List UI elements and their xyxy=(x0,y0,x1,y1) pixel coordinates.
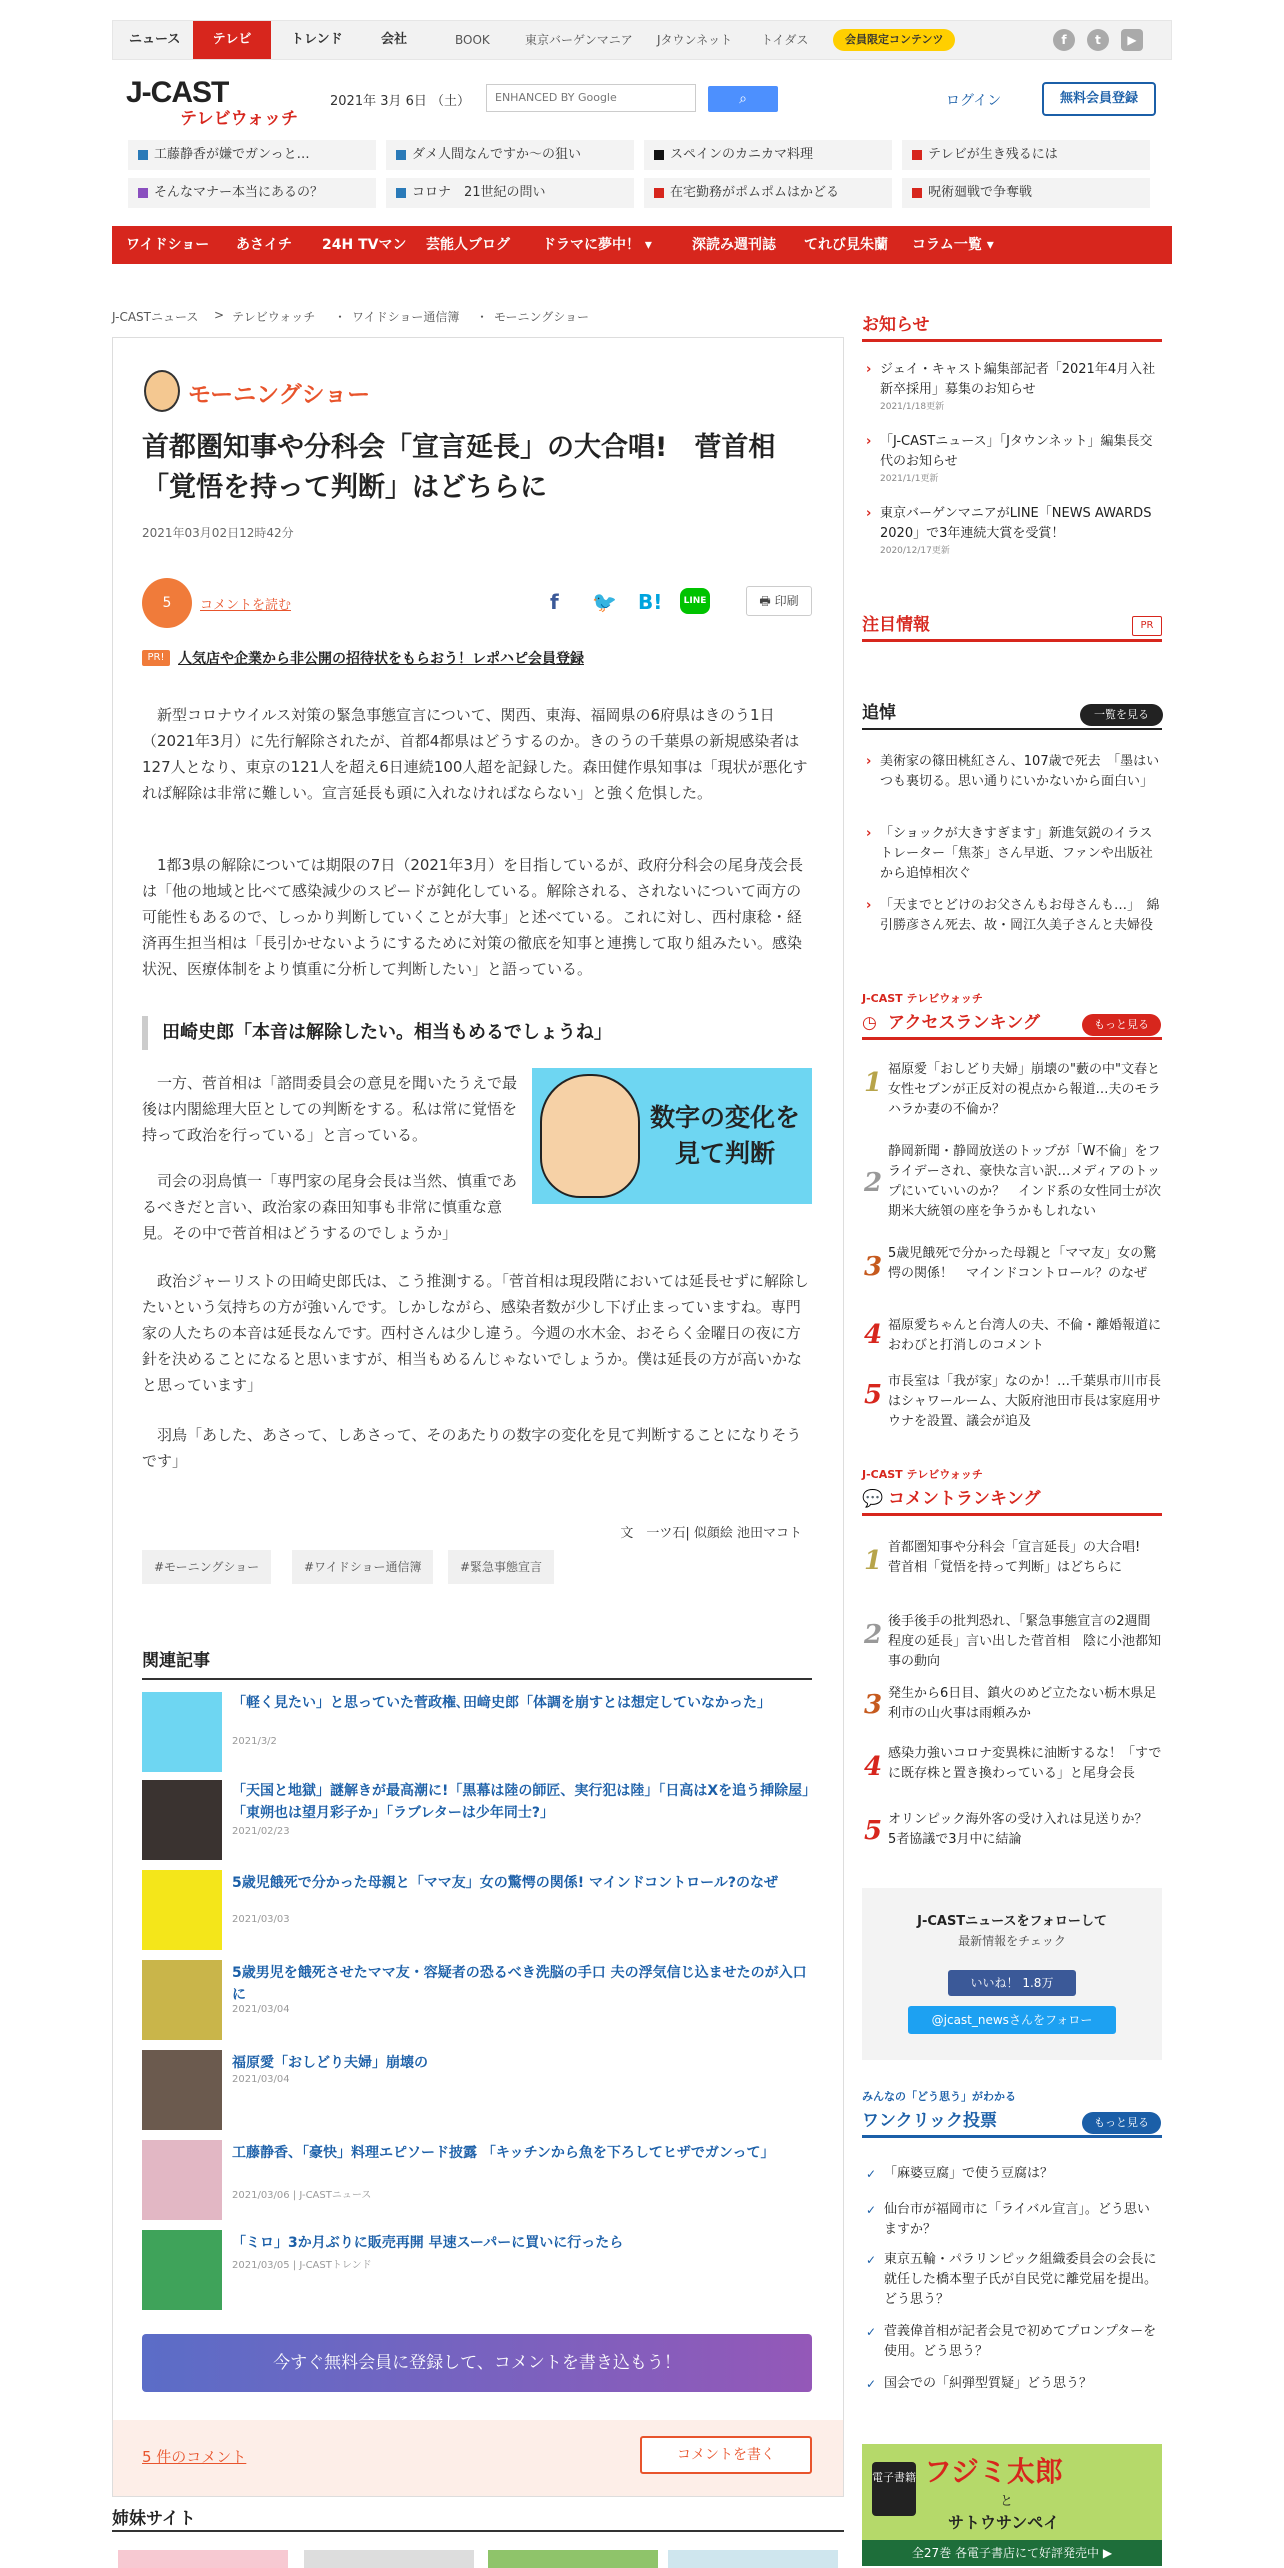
ranking-item[interactable]: 福原愛ちゃんと台湾人の夫、不倫・離婚報道におわびと打消しのコメント xyxy=(888,1318,1162,1353)
nav-book[interactable]: BOOK xyxy=(455,33,490,47)
category-marker xyxy=(396,188,406,198)
article-paragraph: 一方、菅首相は「諮問委員会の意見を聞いたうえで最後は内閣総理大臣としての判断をする。私は常に覚悟を持って政治を行っている」と言っている。 xyxy=(142,1074,518,1144)
related-date: 2021/03/04 xyxy=(232,2074,290,2085)
rank-number: 5 xyxy=(864,1380,883,1410)
caricature-face-icon xyxy=(540,1074,640,1198)
obituary-item[interactable]: › 「天までとどけのお父さんもお母さんも…」 綿引勝彦さん死去、故・岡江久美子さんと夫婦役 xyxy=(866,896,1162,936)
main-nav-item[interactable]: 芸能人ブログ xyxy=(426,237,510,253)
sister-site-thumbnail[interactable] xyxy=(304,2550,474,2568)
illustration-caption: 数字の変化を見て判断 xyxy=(649,1103,800,1168)
pickup-link[interactable]: そんなマナー本当にあるの？ xyxy=(128,178,376,208)
login-link[interactable]: ログイン xyxy=(946,93,1002,109)
banner-and: と xyxy=(1000,2494,1014,2509)
rank-number: 4 xyxy=(864,1752,883,1782)
sister-sites-heading: 姉妹サイト xyxy=(112,2504,844,2532)
nav-company[interactable]: 会社 xyxy=(381,32,408,47)
line-share-icon[interactable]: LINE xyxy=(680,588,710,614)
related-date: 2021/02/23 xyxy=(232,1826,290,1837)
speech-bubble-icon: 💬 xyxy=(862,1489,884,1509)
related-date: 2021/03/06 | J-CASTニュース xyxy=(232,2190,372,2201)
banner-author: サトウサンペイ xyxy=(948,2513,1060,2532)
related-thumbnail[interactable] xyxy=(142,2230,222,2310)
notice-item[interactable]: › 東京バーゲンマニアがLINE「NEWS AWARDS 2020」で3年連続大賞を受賞！ 2020/12/17更新 xyxy=(866,504,1162,558)
write-comment-button[interactable]: コメントを書く xyxy=(640,2436,812,2474)
related-title[interactable]: 5歳男児を餓死させたママ友・容疑者の恐るべき洗脳の手口 夫の浮気信じ込ませたのが入口に xyxy=(232,1965,807,2003)
nav-toidas[interactable]: トイダス xyxy=(761,33,809,47)
sister-site-thumbnail[interactable] xyxy=(668,2550,838,2568)
article-paragraph: 司会の羽鳥慎一「専門家の尾身会長は当然、慎重であるべきだと言い、政治家の森田知事も非常に慎重な意見。その中で菅首相はどうするのでしょうか」 xyxy=(142,1172,518,1242)
related-title[interactable]: 「天国と地獄」謎解きが最高潮に!「黒幕は陸の師匠、実行犯は陸」「日高はXを追う挿除屋」「東朔也は望月彩子か」「ラブレターは少年同士?」 xyxy=(232,1783,810,1821)
banner-footer: 全27巻 各電子書店にて好評発売中 ▶ xyxy=(862,2540,1162,2566)
ranking-item[interactable]: 感染力強いコロナ変異株に油断するな！「すでに既存株と置き換わっている」と尾身会長 xyxy=(888,1746,1162,1781)
breadcrumb-item[interactable]: J-CASTニュース xyxy=(112,310,199,324)
rank-number: 3 xyxy=(864,1690,883,1720)
ranking-item[interactable]: 市長室は「我が家」なのか！…千葉県市川市長はシャワールーム、大阪府池田市長は家庭用サウナを設置、議会が追及 xyxy=(888,1374,1162,1429)
article-credit: 文 一ツ石| 似顔絵 池田マコト xyxy=(620,1526,802,1541)
search-icon: ⌕ xyxy=(739,91,747,107)
logo-subtitle: テレビウォッチ xyxy=(180,109,298,129)
related-date: 2021/3/2 xyxy=(232,1736,277,1747)
main-nav-item[interactable]: ドラマに夢中！ ▾ xyxy=(542,237,652,253)
category-marker xyxy=(138,150,148,160)
related-date: 2021/03/04 xyxy=(232,2004,290,2015)
ranking-item[interactable]: 5歳児餓死で分かった母親と「ママ友」女の驚愕の関係！ マインドコントロール？のなぜ xyxy=(888,1246,1157,1281)
article-title: 首都圏知事や分科会「宣言延長」の大合唱! 菅首相「覚悟を持って判断」はどちらに xyxy=(142,432,776,503)
nav-tv[interactable]: テレビ xyxy=(193,21,271,59)
main-nav-item[interactable]: 深読み週刊誌 xyxy=(692,237,776,253)
ranking-item[interactable]: 発生から6日目、鎮火のめど立たない栃木県足利市の山火事は雨頼みか xyxy=(888,1686,1157,1721)
tag-link[interactable]: #ワイドショー通信簿 xyxy=(292,1550,433,1584)
notice-item[interactable]: › ジェイ・キャスト編集部記者「2021年4月入社新卒採用」募集のお知らせ 2021/1/18更新 xyxy=(866,360,1162,414)
twitter-share-icon[interactable]: 🐦 xyxy=(592,590,617,614)
category-marker xyxy=(138,188,148,198)
article-paragraph: 政治ジャーリストの田崎史郎氏は、こう推測する。「菅首相は現段階においては延長せずに解除したいという気持ちの方が強いんです。しかしながら、感染者数が少し下げ止まっていますね。専門家の人たちの本音は延長なんです。西村さんは少し違う。今週の水木金、おそらく金曜日の夜に方針を決めることになると思いますが、相当もめるんじゃないでしょうか。僕は延長の方が高いかなと思っています」 xyxy=(142,1272,809,1394)
related-title[interactable]: 5歳児餓死で分かった母親と「ママ友」女の驚愕の関係! マインドコントロール?のなぜ xyxy=(232,1875,778,1891)
access-ranking-heading: ◷ アクセスランキング xyxy=(862,1010,1162,1040)
nav-news[interactable]: ニュース xyxy=(129,32,181,47)
program-name[interactable]: モーニングショー xyxy=(188,382,371,408)
section-label: みんなの「どう思う」がわかる xyxy=(862,2090,1016,2103)
sister-site-thumbnail[interactable] xyxy=(488,2550,658,2568)
vote-item[interactable]: ✓ 東京五輪・パラリンピック組織委員会の会長に就任した橋本聖子氏が自民党に離党届を提出。どう思う？ xyxy=(866,2250,1162,2310)
article-paragraph: 羽鳥「あした、あさって、しあさって、そのあたりの数字の変化を見て判断することになりそうです」 xyxy=(142,1426,802,1470)
article-paragraph: 新型コロナウイルス対策の緊急事態宣言について、関西、東海、福岡県の6府県はきのう1日（2021年3月）に先行解除されたが、首都4都県はどうするのか。きのうの千葉県の新規感染者は127人となり、東京の121人を超え6日連続100人超を記録した。森田健作県知事は「現状が悪化すれば解除は非常に難しい。宣言延長も頭に入れなければならない」と強く危惧した。 xyxy=(142,706,808,802)
category-marker xyxy=(396,150,406,160)
breadcrumb-item[interactable]: ワイドショー通信簿 xyxy=(352,310,460,324)
related-thumbnail[interactable] xyxy=(142,1870,222,1950)
rank-number: 3 xyxy=(864,1252,883,1282)
related-thumbnail[interactable] xyxy=(142,2140,222,2220)
nav-jtown[interactable]: Jタウンネット xyxy=(657,33,733,47)
global-nav xyxy=(112,20,1172,60)
pr-badge: PR xyxy=(1132,616,1162,636)
section-label: J-CAST テレビウォッチ xyxy=(862,1468,983,1481)
category-marker xyxy=(654,188,664,198)
vote-heading: ワンクリック投票 xyxy=(862,2108,1162,2138)
pickup-link[interactable]: 呪術廻戦で争奪戦 xyxy=(902,178,1150,208)
pickup-link[interactable]: ダメ人間なんですか～の狙い xyxy=(386,140,634,170)
comment-count-link[interactable]: 5 件のコメント xyxy=(142,2448,247,2466)
obituary-item[interactable]: › 美術家の篠田桃紅さん、107歳で死去 「墨はいつも裏切る。思い通りにいかないから面白い」 xyxy=(866,752,1162,792)
rank-number: 1 xyxy=(864,1546,883,1576)
breadcrumb-separator: > xyxy=(214,308,225,322)
category-marker xyxy=(654,150,664,160)
category-marker xyxy=(912,150,922,160)
comment-count-badge[interactable]: 5 xyxy=(142,578,192,628)
main-nav-item[interactable]: 24H TVマン xyxy=(322,237,407,253)
members-only-button[interactable]: 会員限定コンテンツ xyxy=(833,29,955,51)
search-input[interactable]: ENHANCED BY Google xyxy=(486,84,696,112)
comment-ranking-heading: 💬 コメントランキング xyxy=(862,1486,1162,1516)
pickup-link[interactable]: 工藤静香が嫌でガンっと… xyxy=(128,140,376,170)
vote-item[interactable]: ✓ 「麻婆豆腐」で使う豆腐は？ xyxy=(866,2164,1162,2184)
related-thumbnail[interactable] xyxy=(142,2050,222,2130)
related-title[interactable]: 「ミロ」3か月ぶりに販売再開 早速スーパーに買いに行ったら xyxy=(232,2235,624,2251)
print-button[interactable]: 🖶 印刷 xyxy=(746,586,812,616)
nav-bargain[interactable]: 東京バーゲンマニア xyxy=(525,33,633,47)
hatena-bookmark-icon[interactable]: B! xyxy=(638,590,663,614)
facebook-share-icon[interactable]: f xyxy=(550,590,559,614)
nav-trend[interactable]: トレンド xyxy=(291,32,343,47)
pickup-link[interactable]: コロナ 21世紀の問い xyxy=(386,178,634,208)
related-thumbnail[interactable] xyxy=(142,1692,222,1772)
breadcrumb-item[interactable]: テレビウォッチ xyxy=(232,310,316,324)
vote-item[interactable]: ✓ 仙台市が福岡市に「ライバル宣言」。どう思いますか？ xyxy=(866,2200,1162,2240)
chevron-down-icon: ▾ xyxy=(644,237,652,253)
rank-number: 5 xyxy=(864,1816,883,1846)
printer-icon: 🖶 xyxy=(759,594,771,608)
view-all-button[interactable]: 一覧を見る xyxy=(1080,704,1163,726)
notice-item[interactable]: › 「J-CASTニュース」「Jタウンネット」編集長交代のお知らせ 2021/1/1更新 xyxy=(866,432,1162,486)
pickup-link[interactable]: テレビが生き残るには xyxy=(902,140,1150,170)
main-nav-item[interactable]: あさイチ xyxy=(236,237,292,253)
current-date: 2021年 3月 6日 （土） xyxy=(330,94,471,109)
related-title[interactable]: 福原愛「おしどり夫婦」崩壊の xyxy=(232,2055,428,2071)
article-paragraph: 1都3県の解除については期限の7日（2021年3月）を目指しているが、政府分科会の尾身茂会長は「他の地域と比べて感染減少のスピードが鈍化している。解除される、されないについて両方の可能性もあるので、しっかり判断していくことが大事」と述べている。これに対し、西村康稔・経済再生担当相は「長引かせないようにするために対策の徹底を知事と連携して取り組みたい。感染状況、医療体制をより慎重に分析して判断したい」と語っている。 xyxy=(142,856,804,978)
vote-item[interactable]: ✓ 菅義偉首相が記者会見で初めてプロンプターを使用。どう思う？ xyxy=(866,2322,1162,2362)
facebook-like-button[interactable]: いいね！ 1.8万 xyxy=(948,1970,1076,1996)
publish-date: 2021年03月02日12時42分 xyxy=(142,526,294,540)
tag-link[interactable]: #モーニングショー xyxy=(142,1550,271,1584)
pickup-link[interactable]: スペインのカニカマ料理 xyxy=(644,140,892,170)
pr-link[interactable]: 人気店や企業から非公開の招待状をもらおう！レポハピ会員登録 xyxy=(178,651,584,667)
pickup-link[interactable]: 在宅勤務がポムポムはかどる xyxy=(644,178,892,208)
notice-heading: お知らせ xyxy=(862,312,1162,342)
chevron-down-icon: ▾ xyxy=(986,237,994,253)
rank-number: 1 xyxy=(864,1068,883,1098)
ranking-item[interactable]: 首都圏知事や分科会「宣言延長」の大合唱! 菅首相「覚悟を持って判断」はどちらに xyxy=(888,1540,1154,1575)
section-heading: 田崎史郎「本音は解除したい。相当もめるでしょうね」 xyxy=(142,1016,812,1050)
main-nav xyxy=(112,226,1172,264)
search-button[interactable] xyxy=(708,86,778,112)
related-thumbnail[interactable] xyxy=(142,1960,222,2040)
ranking-item[interactable]: 静岡新聞・静岡放送のトップが「W不倫」をフライデーされ、豪快な言い訳…メディアのトップにいていいのか？ インド系の女性同士が次期米大統領の座を争うかもしれない xyxy=(888,1144,1162,1219)
breadcrumb-separator: ・ xyxy=(334,310,347,324)
tag-link[interactable]: #緊急事態宣言 xyxy=(448,1550,554,1584)
related-title[interactable]: 「軽く見たい」と思っていた菅政権､田﨑史郎「体調を崩すとは想定していなかった」 xyxy=(232,1695,771,1711)
register-button[interactable]: 無料会員登録 xyxy=(1042,82,1156,116)
read-comments-link[interactable]: コメントを読む xyxy=(200,598,292,613)
related-thumbnail[interactable] xyxy=(142,1780,222,1860)
more-button[interactable]: もっと見る xyxy=(1082,1014,1161,1036)
youtube-icon[interactable]: ▶ xyxy=(1121,29,1143,51)
main-nav-item[interactable]: ワイドショー xyxy=(126,237,210,253)
pr-badge: PR! xyxy=(142,650,170,666)
facebook-icon[interactable]: f xyxy=(1053,29,1075,51)
rank-number: 2 xyxy=(864,1168,883,1198)
obituary-heading: 追悼 xyxy=(862,700,1162,730)
breadcrumb-separator: ・ xyxy=(476,310,489,324)
ranking-item[interactable]: 福原愛「おしどり夫婦」崩壊の"藪の中"文春と女性セブンが正反対の視点から報道…夫のモラハラか妻の不倫か？ xyxy=(888,1062,1161,1117)
ranking-item[interactable]: 後手後手の批判恐れ、「緊急事態宣言の2週間程度の延長」言い出した菅首相 陰に小池都知事の動向 xyxy=(888,1614,1162,1669)
related-heading: 関連記事 xyxy=(142,1646,812,1680)
follow-title: J-CASTニュースをフォローして xyxy=(917,1914,1107,1929)
sister-site-thumbnail[interactable] xyxy=(118,2550,288,2568)
more-button[interactable]: もっと見る xyxy=(1082,2112,1161,2134)
vote-item[interactable]: ✓ 国会での「糾弾型質疑」どう思う？ xyxy=(866,2374,1162,2394)
twitter-icon[interactable]: t xyxy=(1087,29,1109,51)
logo[interactable]: J-CAST xyxy=(126,76,229,109)
related-date: 2021/03/05 | J-CASTトレンド xyxy=(232,2260,372,2271)
rank-number: 2 xyxy=(864,1620,883,1650)
main-nav-item[interactable]: てれび見朱蘭 xyxy=(804,237,888,253)
related-date: 2021/03/03 xyxy=(232,1914,290,1925)
obituary-item[interactable]: › 「ショックが大きすぎます」新進気鋭のイラストレーター「焦茶」さん早逝、ファンや出版社から追悼相次ぐ xyxy=(866,824,1162,884)
register-to-comment-button[interactable]: 今すぐ無料会員に登録して、コメントを書き込もう！ xyxy=(142,2334,812,2392)
main-nav-item[interactable]: コラム一覧 ▾ xyxy=(912,237,994,253)
breadcrumb-item[interactable]: モーニングショー xyxy=(494,310,590,324)
follow-subtitle: 最新情報をチェック xyxy=(958,1934,1066,1948)
featured-heading: 注目情報 xyxy=(862,612,1162,642)
clock-icon: ◷ xyxy=(862,1013,877,1033)
related-title[interactable]: 工藤静香、「豪快」料理エピソード披露 「キッチンから魚を下ろしてヒザでガンって」 xyxy=(232,2145,775,2161)
banner-title: フジミ太郎 xyxy=(924,2455,1063,2488)
rank-number: 4 xyxy=(864,1320,883,1350)
ranking-item[interactable]: オリンピック海外客の受け入れは見送りか？ 5者協議で3月中に結論 xyxy=(888,1812,1161,1847)
twitter-follow-button[interactable]: @jcast_newsさんをフォロー xyxy=(908,2006,1116,2034)
program-mascot-icon xyxy=(144,370,180,412)
section-label: J-CAST テレビウォッチ xyxy=(862,992,983,1005)
ebook-tag: 電子書籍 xyxy=(872,2462,916,2516)
category-marker xyxy=(912,188,922,198)
